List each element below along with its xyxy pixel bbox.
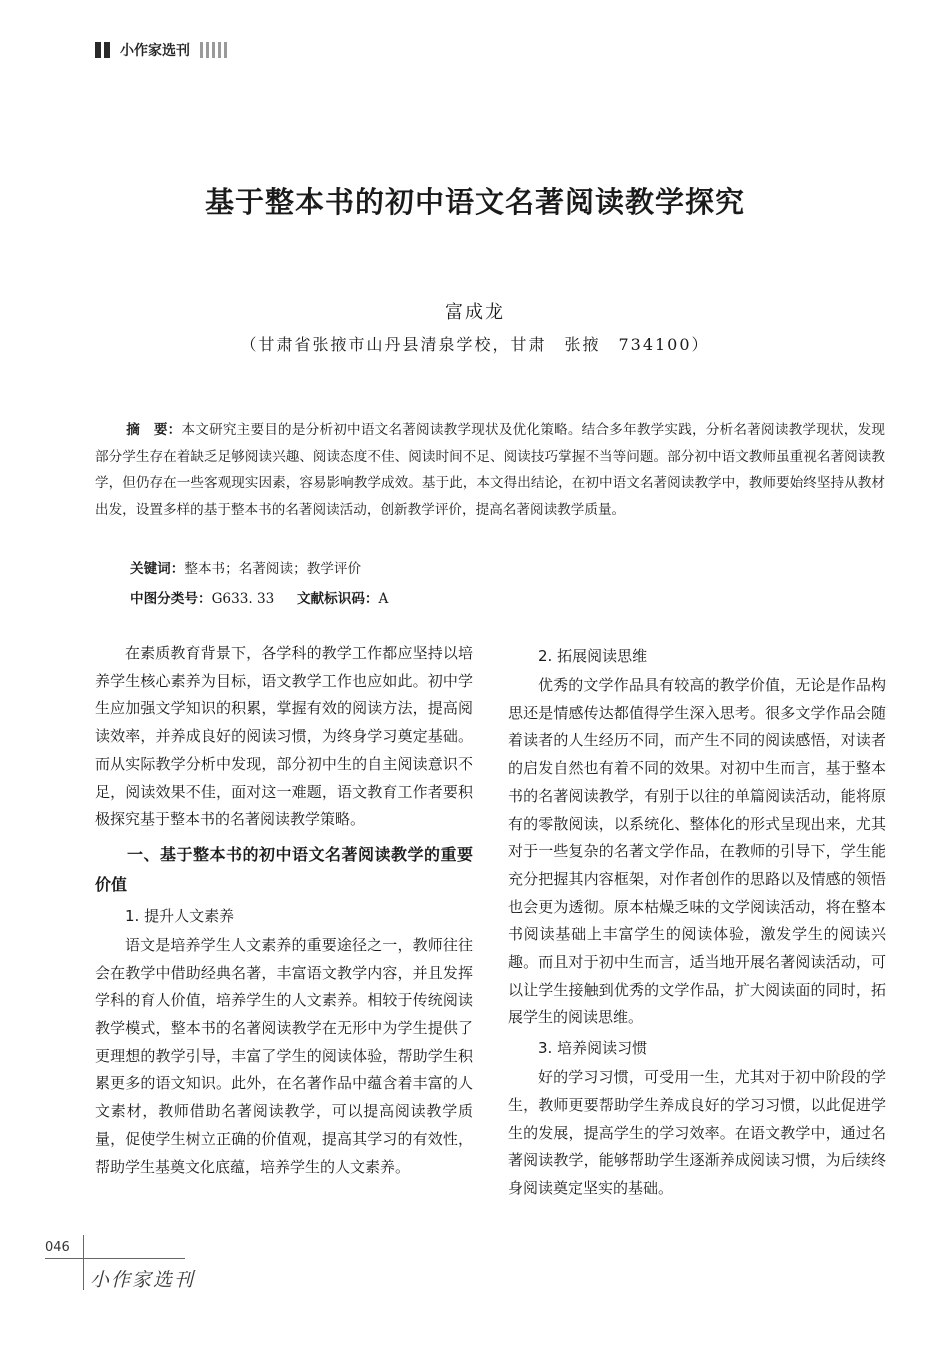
header-bars-right (200, 42, 227, 58)
right-column (508, 640, 886, 1203)
subheading-2: 2. 拓展阅读思维 (538, 647, 648, 665)
keywords-text: 整本书；名著阅读；教学评价 (184, 561, 362, 577)
journal-name: 小作家选刊 (120, 43, 190, 59)
paragraph-1: 语文是培养学生人文素养的重要途径之一，教师往往会在教学中借助经典名著，丰富语文教学内容，并且发挥学科的育人价值，培养学生的人文素养。相较于传统阅读教学模式，整本书的名著阅读教学在无形中为学生提供了更理想的教学引导，丰富了学生的阅读体验，帮助学生积累更多的语文知识。此外，在名著作品中蕴含着丰富的人文素材，教师借助名著阅读教学，可以提高阅读教学质量，促使学生树立正确的价值观，提高其学习的有效性，帮助学生基奠文化底蕴，培养学生的人文素养。 (95, 935, 473, 1176)
footer-divider-horizontal (45, 1258, 185, 1259)
header-bars-left (95, 42, 110, 58)
intro-paragraph: 在素质教育背景下，各学科的教学工作都应坚持以培养学生核心素养为目标，语文教学工作也应如此。初中学生应加强文学知识的积累，掌握有效的阅读方法，提高阅读效率，并养成良好的阅读习惯，为终身学习奠定基础。而从实际教学分析中发现，部分初中生的自主阅读意识不足，阅读效果不佳，面对这一难题，语文教育工作者要积极探究基于整本书的名著阅读教学策略。 (95, 644, 473, 829)
paragraph-3: 好的学习习惯，可受用一生，尤其对于初中阶段的学生，教师更要帮助学生养成良好的学习习惯，以此促进学生的发展，提高学生的学习效率。在语文教学中，通过名著阅读教学，能够帮助学生逐渐养成阅读习惯，为后续终身阅读奠定坚实的基础。 (508, 1068, 886, 1197)
subheading-3: 3. 培养阅读习惯 (538, 1039, 648, 1058)
section-heading-1: 一、基于整本书的初中语文名著阅读教学的重要价值 (95, 844, 473, 894)
footer-divider-vertical (83, 1235, 84, 1290)
abstract (95, 417, 885, 523)
keywords (130, 557, 361, 577)
abstract-label: 摘 要： (126, 422, 182, 438)
left-column (95, 640, 473, 1181)
classification-value: G633. 33 (211, 591, 275, 607)
page-number: 046 (45, 1240, 70, 1255)
subheading-1: 1. 提升人文素养 (125, 906, 235, 925)
keywords-label: 关键词： (130, 561, 185, 577)
running-header (95, 40, 237, 60)
abstract-text: 本文研究主要目的是分析初中语文名著阅读教学现状及优化策略。结合多年教学实践，分析名著阅读教学现状，发现部分学生存在着缺乏足够阅读兴趣、阅读态度不佳、阅读时间不足、阅读技巧掌握不当等问题。部分初中语文教师虽重视名著阅读教学，但仍存在一些客观现实因素，容易影响教学成效。基于此，本文得出结论，在初中语文名著阅读教学中，教师要始终坚持从教材出发，设置多样的基于整本书的名著阅读活动，创新教学评价，提高名著阅读教学质量。 (95, 422, 886, 518)
author-name: 富成龙 (445, 302, 505, 323)
classification-label: 中图分类号： (130, 591, 212, 607)
classification (130, 587, 388, 607)
author-affiliation: （甘肃省张掖市山丹县清泉学校，甘肃 张掖 734100） (240, 335, 710, 354)
article-title: 基于整本书的初中语文名著阅读教学探究 (204, 185, 745, 219)
footer-logo: 小作家选刊 (90, 1269, 196, 1291)
doc-code-value: A (378, 591, 389, 607)
doc-code-label: 文献标识码： (296, 591, 379, 607)
paragraph-2: 优秀的文学作品具有较高的教学价值，无论是作品构思还是情感传达都值得学生深入思考。很多文学作品会随着读者的人生经历不同，而产生不同的阅读感悟，对读者的启发自然也有着不同的效果。对初中生而言，基于整本书的名著阅读教学，有别于以往的单篇阅读活动，能将原有的零散阅读，以系统化、整体化的形式呈现出来，尤其对于一些复杂的名著文学作品，在教师的引导下，学生能充分把握其内容框架，对作者创作的思路以及情感的领悟也会更为透彻。原本枯燥乏味的文学阅读活动，将在整本书阅读基础上丰富学生的阅读体验，激发学生的阅读兴趣。而且对于初中生而言，适当地开展名著阅读活动，可以让学生接触到优秀的文学作品，扩大阅读面的同时，拓展学生的阅读思维。 (508, 676, 886, 1027)
